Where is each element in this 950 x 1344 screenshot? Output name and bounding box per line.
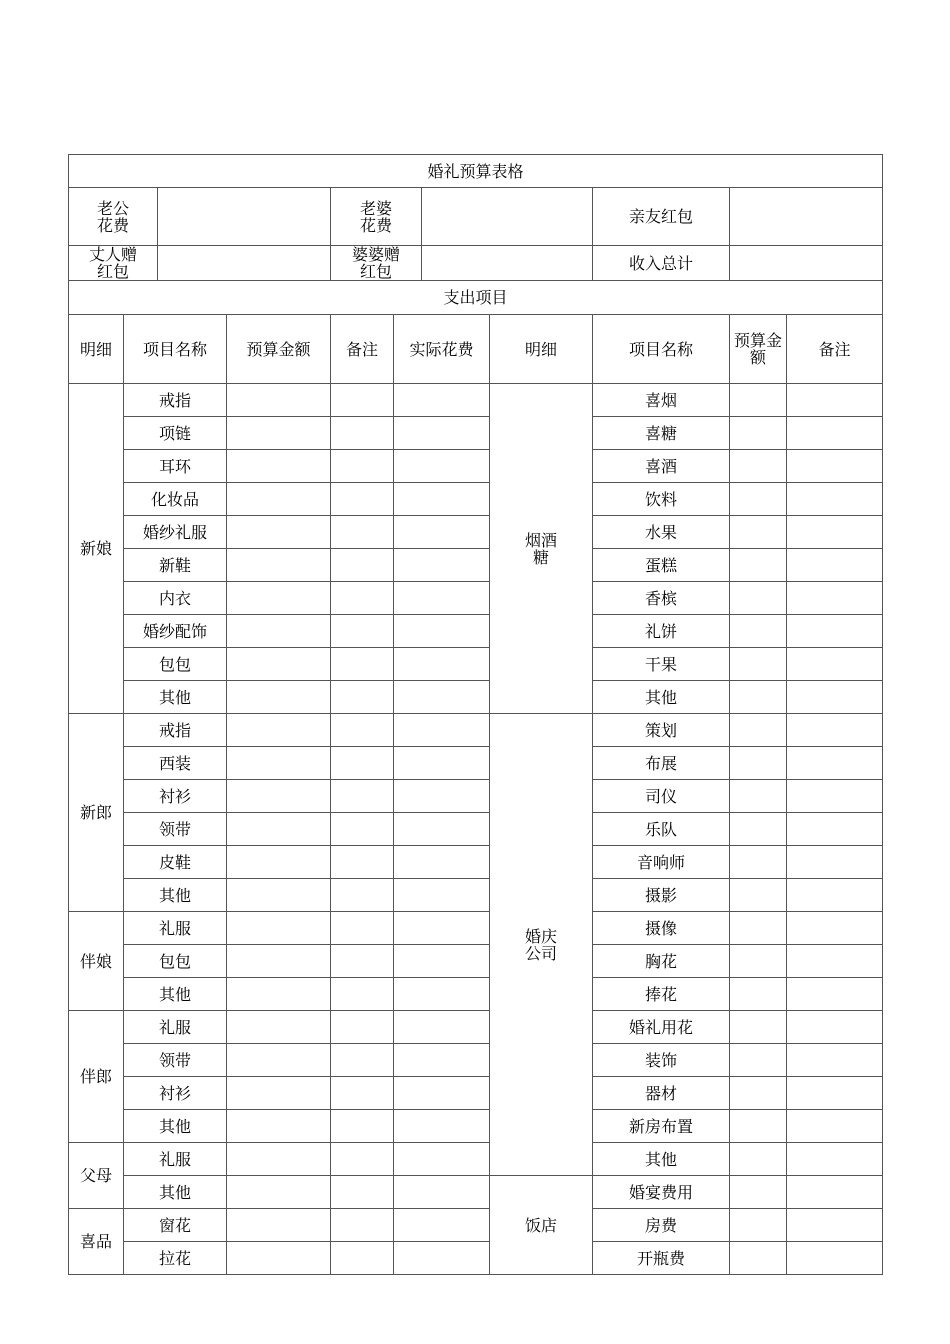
left-actual-cost-cell[interactable] [394,417,490,450]
left-budget-amount-cell[interactable] [227,516,331,549]
right-note-cell[interactable] [787,615,883,648]
right-budget-amount-cell[interactable] [730,615,787,648]
left-category-label: 父母 [69,1143,124,1209]
left-note-cell[interactable] [331,516,394,549]
right-budget-amount-cell[interactable] [730,846,787,879]
right-note-cell[interactable] [787,714,883,747]
left-note-cell[interactable] [331,615,394,648]
expense-row [69,1143,883,1176]
left-item-name: 婚纱礼服 [124,516,227,549]
left-budget-amount-cell[interactable] [227,483,331,516]
left-actual-cost-cell[interactable] [394,384,490,417]
left-budget-amount-cell[interactable] [227,813,331,846]
right-category-text: 饭店 [524,1215,557,1235]
left-budget-amount-cell[interactable] [227,846,331,879]
left-item-name: 耳环 [124,450,227,483]
expense-row [69,648,883,681]
left-actual-cost-cell[interactable] [394,615,490,648]
left-category-label: 喜品 [69,1209,124,1275]
table-title: 婚礼预算表格 [69,155,883,188]
right-budget-amount-cell[interactable] [730,1209,787,1242]
left-note-cell[interactable] [331,813,394,846]
left-budget-amount-cell[interactable] [227,978,331,1011]
right-item-name: 胸花 [593,945,730,978]
left-item-name: 化妆品 [124,483,227,516]
right-budget-amount-cell[interactable] [730,1143,787,1176]
left-budget-amount-cell[interactable] [227,582,331,615]
left-item-name: 婚纱配饰 [124,615,227,648]
header-item-name-left: 项目名称 [124,315,227,384]
left-item-name: 领带 [124,813,227,846]
left-item-name: 戒指 [124,714,227,747]
left-budget-amount-cell[interactable] [227,912,331,945]
right-budget-amount-cell[interactable] [730,1077,787,1110]
left-item-name: 衬衫 [124,1077,227,1110]
right-item-name: 婚礼用花 [593,1011,730,1044]
column-header-row [69,315,883,384]
right-item-name: 礼饼 [593,615,730,648]
left-actual-cost-cell[interactable] [394,1176,490,1209]
right-note-cell[interactable] [787,945,883,978]
left-note-cell[interactable] [331,747,394,780]
right-category-text: 烟酒 糖 [524,530,557,567]
left-note-cell[interactable] [331,1044,394,1077]
left-actual-cost-cell[interactable] [394,582,490,615]
left-actual-cost-cell[interactable] [394,681,490,714]
left-note-cell[interactable] [331,384,394,417]
expense-row [69,1044,883,1077]
left-budget-amount-cell[interactable] [227,879,331,912]
right-item-name: 司仪 [593,780,730,813]
left-actual-cost-cell[interactable] [394,1110,490,1143]
expense-row [69,714,883,747]
left-actual-cost-cell[interactable] [394,714,490,747]
left-actual-cost-cell[interactable] [394,945,490,978]
left-actual-cost-cell[interactable] [394,1011,490,1044]
expense-row [69,681,883,714]
left-note-cell[interactable] [331,1110,394,1143]
right-note-cell[interactable] [787,978,883,1011]
right-budget-amount-cell[interactable] [730,1176,787,1209]
friends-red-envelope-value[interactable] [730,188,883,246]
right-item-name: 婚宴费用 [593,1176,730,1209]
wife-expense-value[interactable] [422,188,593,246]
left-actual-cost-cell[interactable] [394,516,490,549]
right-note-cell[interactable] [787,846,883,879]
left-actual-cost-cell[interactable] [394,1077,490,1110]
right-note-cell[interactable] [787,681,883,714]
left-item-name: 包包 [124,648,227,681]
left-item-name: 西装 [124,747,227,780]
right-item-name: 香槟 [593,582,730,615]
husband-expense-value[interactable] [158,188,331,246]
left-actual-cost-cell[interactable] [394,1209,490,1242]
left-note-cell[interactable] [331,648,394,681]
right-budget-amount-cell[interactable] [730,879,787,912]
left-note-cell[interactable] [331,1011,394,1044]
left-item-name: 内衣 [124,582,227,615]
left-note-cell[interactable] [331,879,394,912]
right-note-cell[interactable] [787,384,883,417]
right-budget-amount-cell[interactable] [730,1011,787,1044]
left-budget-amount-cell[interactable] [227,681,331,714]
left-note-cell[interactable] [331,483,394,516]
left-item-name: 其他 [124,1176,227,1209]
left-item-name: 新鞋 [124,549,227,582]
left-actual-cost-cell[interactable] [394,549,490,582]
income-total-label: 收入总计 [593,246,730,281]
right-item-name: 布展 [593,747,730,780]
left-budget-amount-cell[interactable] [227,417,331,450]
wife-expense-label [331,188,422,246]
expense-row [69,516,883,549]
left-budget-amount-cell[interactable] [227,1077,331,1110]
left-item-name: 其他 [124,978,227,1011]
right-item-name: 捧花 [593,978,730,1011]
left-item-name: 窗花 [124,1209,227,1242]
right-budget-amount-cell[interactable] [730,516,787,549]
header-budget-left: 预算金额 [227,315,331,384]
left-item-name: 包包 [124,945,227,978]
right-budget-amount-cell[interactable] [730,747,787,780]
expense-row [69,384,883,417]
right-item-name: 房费 [593,1209,730,1242]
right-category-label [490,714,593,1176]
expense-row [69,813,883,846]
right-budget-amount-cell[interactable] [730,483,787,516]
father-in-law-gift-text: 丈人赠 红包 [88,245,137,281]
left-budget-amount-cell[interactable] [227,549,331,582]
left-actual-cost-cell[interactable] [394,747,490,780]
expense-row [69,582,883,615]
left-note-cell[interactable] [331,1077,394,1110]
right-note-cell[interactable] [787,582,883,615]
right-note-cell[interactable] [787,912,883,945]
wife-expense-text: 老婆 花费 [359,198,392,235]
left-note-cell[interactable] [331,1209,394,1242]
right-item-name: 喜酒 [593,450,730,483]
expense-row [69,912,883,945]
left-actual-cost-cell[interactable] [394,813,490,846]
left-budget-amount-cell[interactable] [227,1242,331,1275]
right-category-text: 婚庆 公司 [524,926,557,963]
left-note-cell[interactable] [331,714,394,747]
left-actual-cost-cell[interactable] [394,1143,490,1176]
left-budget-amount-cell[interactable] [227,747,331,780]
right-note-cell[interactable] [787,648,883,681]
right-budget-amount-cell[interactable] [730,384,787,417]
left-item-name: 领带 [124,1044,227,1077]
right-item-name: 干果 [593,648,730,681]
left-actual-cost-cell[interactable] [394,1242,490,1275]
left-budget-amount-cell[interactable] [227,1011,331,1044]
left-actual-cost-cell[interactable] [394,648,490,681]
right-note-cell[interactable] [787,747,883,780]
right-item-name: 音响师 [593,846,730,879]
left-budget-amount-cell[interactable] [227,1209,331,1242]
right-note-cell[interactable] [787,879,883,912]
expense-row [69,615,883,648]
right-note-cell[interactable] [787,1242,883,1275]
left-item-name: 其他 [124,1110,227,1143]
expense-row [69,1077,883,1110]
header-detail-left: 明细 [69,315,124,384]
left-budget-amount-cell[interactable] [227,1143,331,1176]
expense-row [69,978,883,1011]
right-note-cell[interactable] [787,813,883,846]
expense-row [69,417,883,450]
right-item-name: 摄像 [593,912,730,945]
header-budget-right: 预算金额 [730,315,787,384]
left-note-cell[interactable] [331,945,394,978]
left-note-cell[interactable] [331,780,394,813]
right-note-cell[interactable] [787,1176,883,1209]
expense-section-label: 支出项目 [69,281,883,315]
right-item-name: 喜糖 [593,417,730,450]
husband-expense-label [69,188,158,246]
left-note-cell[interactable] [331,912,394,945]
right-budget-amount-cell[interactable] [730,582,787,615]
expense-row [69,1242,883,1275]
right-note-cell[interactable] [787,549,883,582]
expense-row [69,780,883,813]
right-item-name: 喜烟 [593,384,730,417]
left-actual-cost-cell[interactable] [394,483,490,516]
right-note-cell[interactable] [787,1077,883,1110]
wedding-budget-table [68,154,883,1275]
right-budget-amount-cell[interactable] [730,681,787,714]
left-item-name: 其他 [124,681,227,714]
friends-red-envelope-label: 亲友红包 [593,188,730,246]
left-item-name: 礼服 [124,912,227,945]
right-note-cell[interactable] [787,483,883,516]
right-category-label [490,384,593,714]
left-note-cell[interactable] [331,1143,394,1176]
left-actual-cost-cell[interactable] [394,846,490,879]
mother-in-law-gift-text: 婆婆赠 红包 [351,245,400,281]
right-budget-amount-cell[interactable] [730,1110,787,1143]
right-item-name: 其他 [593,1143,730,1176]
expense-row [69,1176,883,1209]
left-item-name: 项链 [124,417,227,450]
right-budget-amount-cell[interactable] [730,549,787,582]
right-note-cell[interactable] [787,417,883,450]
left-budget-amount-cell[interactable] [227,714,331,747]
right-budget-amount-cell[interactable] [730,1044,787,1077]
expense-row [69,747,883,780]
right-budget-amount-cell[interactable] [730,417,787,450]
right-item-name: 蛋糕 [593,549,730,582]
left-note-cell[interactable] [331,549,394,582]
left-note-cell[interactable] [331,846,394,879]
expense-row [69,450,883,483]
left-item-name: 皮鞋 [124,846,227,879]
header-item-name-right: 项目名称 [593,315,730,384]
expense-row [69,879,883,912]
left-actual-cost-cell[interactable] [394,450,490,483]
right-note-cell[interactable] [787,1044,883,1077]
expense-row [69,945,883,978]
right-budget-amount-cell[interactable] [730,648,787,681]
father-in-law-gift-value[interactable] [158,246,331,281]
right-note-cell[interactable] [787,1143,883,1176]
right-note-cell[interactable] [787,780,883,813]
header-detail-right: 明细 [490,315,593,384]
right-item-name: 器材 [593,1077,730,1110]
left-budget-amount-cell[interactable] [227,450,331,483]
mother-in-law-gift-value[interactable] [422,246,593,281]
left-category-label: 新郎 [69,714,124,912]
expense-row [69,483,883,516]
right-budget-amount-cell[interactable] [730,912,787,945]
left-note-cell[interactable] [331,450,394,483]
expense-row [69,846,883,879]
header-note-left: 备注 [331,315,394,384]
left-note-cell[interactable] [331,978,394,1011]
right-note-cell[interactable] [787,450,883,483]
left-category-label: 伴郎 [69,1011,124,1143]
left-budget-amount-cell[interactable] [227,615,331,648]
right-item-name: 摄影 [593,879,730,912]
left-budget-amount-cell[interactable] [227,648,331,681]
left-note-cell[interactable] [331,1242,394,1275]
right-budget-amount-cell[interactable] [730,714,787,747]
right-note-cell[interactable] [787,1209,883,1242]
left-actual-cost-cell[interactable] [394,879,490,912]
header-note-right: 备注 [787,315,883,384]
left-item-name: 戒指 [124,384,227,417]
left-actual-cost-cell[interactable] [394,978,490,1011]
left-note-cell[interactable] [331,582,394,615]
right-note-cell[interactable] [787,1011,883,1044]
income-total-value[interactable] [730,246,883,281]
header-actual-left: 实际花费 [394,315,490,384]
right-item-name: 乐队 [593,813,730,846]
right-budget-amount-cell[interactable] [730,780,787,813]
left-note-cell[interactable] [331,681,394,714]
left-budget-amount-cell[interactable] [227,945,331,978]
right-item-name: 策划 [593,714,730,747]
left-actual-cost-cell[interactable] [394,1044,490,1077]
right-item-name: 水果 [593,516,730,549]
right-budget-amount-cell[interactable] [730,1242,787,1275]
right-budget-amount-cell[interactable] [730,945,787,978]
left-category-label: 伴娘 [69,912,124,1011]
left-item-name: 礼服 [124,1011,227,1044]
left-item-name: 礼服 [124,1143,227,1176]
expense-row [69,1011,883,1044]
left-budget-amount-cell[interactable] [227,1110,331,1143]
left-budget-amount-cell[interactable] [227,1176,331,1209]
right-item-name: 饮料 [593,483,730,516]
expense-row [69,1209,883,1242]
left-item-name: 其他 [124,879,227,912]
left-item-name: 衬衫 [124,780,227,813]
husband-expense-text: 老公 花费 [96,198,129,235]
left-note-cell[interactable] [331,417,394,450]
right-note-cell[interactable] [787,516,883,549]
left-actual-cost-cell[interactable] [394,912,490,945]
left-item-name: 拉花 [124,1242,227,1275]
mother-in-law-gift-label [331,246,422,281]
left-budget-amount-cell[interactable] [227,1044,331,1077]
right-item-name: 新房布置 [593,1110,730,1143]
right-note-cell[interactable] [787,1110,883,1143]
right-category-label [490,1176,593,1275]
right-item-name: 装饰 [593,1044,730,1077]
left-budget-amount-cell[interactable] [227,780,331,813]
left-actual-cost-cell[interactable] [394,780,490,813]
right-item-name: 开瓶费 [593,1242,730,1275]
expense-row [69,1110,883,1143]
right-budget-amount-cell[interactable] [730,813,787,846]
left-note-cell[interactable] [331,1176,394,1209]
right-budget-amount-cell[interactable] [730,450,787,483]
father-in-law-gift-label [69,246,158,281]
right-item-name: 其他 [593,681,730,714]
left-category-label: 新娘 [69,384,124,714]
expense-row [69,549,883,582]
right-budget-amount-cell[interactable] [730,978,787,1011]
left-budget-amount-cell[interactable] [227,384,331,417]
